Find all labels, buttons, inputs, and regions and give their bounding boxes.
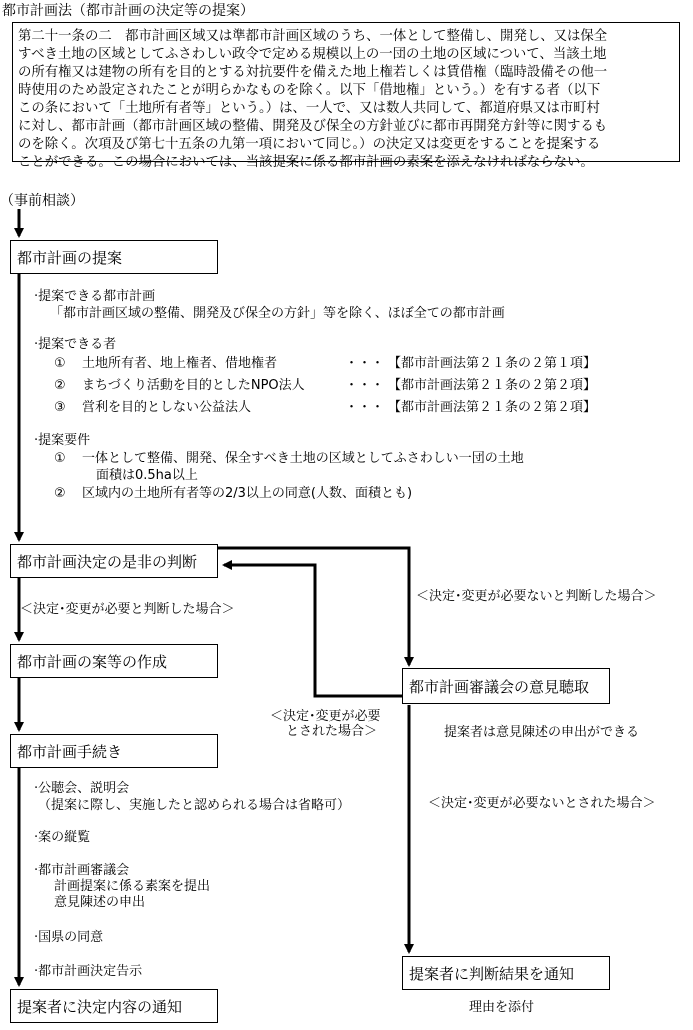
result-note: 理由を添付 <box>469 1000 535 1015</box>
pre-consultation-label: （事前相談） <box>0 193 84 209</box>
law-line: のを除く。次項及び第七十五条の九第一項において同じ。）の決定又は変更をすることを提案する <box>18 137 601 152</box>
procedure-council-heading: ·都市計画審議会 <box>34 863 130 878</box>
proposer-3-ref: 【都市計画法第２１条の２第２項】 <box>388 400 597 415</box>
proposer-1-ref: 【都市計画法第２１条の２第１項】 <box>388 356 597 371</box>
law-line: この条において「土地所有者等」という。）は、一人で、又は数人共同して、都道府県又は市町村 <box>18 101 600 116</box>
procedure-inspection: ·案の縦覧 <box>34 830 91 845</box>
council-note: 提案者は意見陳述の申出ができる <box>444 725 640 740</box>
arrow-back-to-judgment <box>224 565 409 696</box>
proposable-plan-heading: ·提案できる都市計画 <box>34 289 156 304</box>
procedure-council-item2: 意見陳述の申出 <box>54 895 146 910</box>
proposers-heading: ·提案できる者 <box>34 337 117 352</box>
procedure-council-item1: 計画提案に係る素案を提出 <box>54 879 211 894</box>
label-change-needed: ＜決定･変更が必要と判断した場合＞ <box>20 602 235 617</box>
label-deemed-needed-line1: ＜決定･変更が必要 <box>270 709 381 724</box>
label-deemed-needed-line2: とされた場合＞ <box>286 724 378 739</box>
procedure-hearing-body: （提案に際し、実施したと認められる場合は省略可） <box>38 798 351 813</box>
proposer-3-who: 営利を目的としない公益法人 <box>82 400 252 415</box>
proposer-1-dots: ・・・ <box>345 356 385 371</box>
label-change-not-needed: ＜決定･変更が必要ないと判断した場合＞ <box>416 589 657 604</box>
proposer-2-num: ② <box>54 378 66 393</box>
proposer-1-num: ① <box>54 356 66 371</box>
law-title: 都市計画法（都市計画の決定等の提案） <box>2 3 254 19</box>
law-line: 第二十一条の二 都市計画区域又は準都市計画区域のうち、一体として整備し、開発し、又は保全 <box>18 29 608 44</box>
law-article-text <box>18 28 680 172</box>
law-line: 時使用のため設定されたことが明らかなものを除く。以下「借地権」という。）を有する者（以下 <box>18 83 601 98</box>
requirement-1-line2: 面積は0.5ha以上 <box>96 468 198 483</box>
label-deemed-not-needed: ＜決定･変更が必要ないとされた場合＞ <box>428 796 656 811</box>
requirement-2-line: 区域内の土地所有者等の2/3以上の同意(人数、面積とも) <box>82 486 413 501</box>
box-notify-decision: 提案者に決定内容の通知 <box>10 989 218 1023</box>
law-line: すべき土地の区域としてふさわしい政令で定める規模以上の一団の土地の区域について、当該土地 <box>18 47 607 62</box>
law-article-box <box>12 22 680 170</box>
box-judgment: 都市計画決定の是非の判断 <box>10 544 218 578</box>
requirement-1-line1: 一体として整備、開発、保全すべき土地の区域としてふさわしい一団の土地 <box>82 451 524 466</box>
requirement-1-num: ① <box>54 451 66 466</box>
proposer-1-who: 土地所有者、地上権者、借地権者 <box>82 356 278 371</box>
box-draft-creation: 都市計画の案等の作成 <box>10 644 218 678</box>
requirements-heading: ·提案要件 <box>34 433 91 448</box>
proposer-2-ref: 【都市計画法第２１条の２第２項】 <box>388 378 597 393</box>
law-line: ことができる。この場合においては、当該提案に係る都市計画の素案を添えなければならない。 <box>18 155 594 170</box>
requirement-2-num: ② <box>54 486 66 501</box>
proposer-3-num: ③ <box>54 400 66 415</box>
law-line: に対し、都市計画（都市計画区域の整備、開発及び保全の方針並びに都市再開発方針等に関するも <box>18 119 608 134</box>
proposer-2-who: まちづくり活動を目的としたNPO法人 <box>82 378 305 393</box>
proposable-plan-body: 「都市計画区域の整備、開発及び保全の方針」等を除く、ほぼ全ての都市計画 <box>50 306 505 321</box>
procedure-hearing-heading: ·公聴会、説明会 <box>34 781 130 796</box>
proposer-3-dots: ・・・ <box>345 400 385 415</box>
box-plan-procedure: 都市計画手続き <box>10 734 218 768</box>
box-notify-result: 提案者に判断結果を通知 <box>402 956 610 990</box>
law-line: の所有権又は建物の所有を目的とする対抗要件を備えた地上権若しくは賃借権（臨時設備その他一 <box>18 65 608 80</box>
procedure-state-consent: ·国県の同意 <box>34 930 104 945</box>
box-proposal: 都市計画の提案 <box>10 240 218 274</box>
procedure-decision-notice: ·都市計画決定告示 <box>34 964 143 979</box>
box-council-hearing: 都市計画審議会の意見聴取 <box>402 668 610 704</box>
proposer-2-dots: ・・・ <box>345 378 385 393</box>
